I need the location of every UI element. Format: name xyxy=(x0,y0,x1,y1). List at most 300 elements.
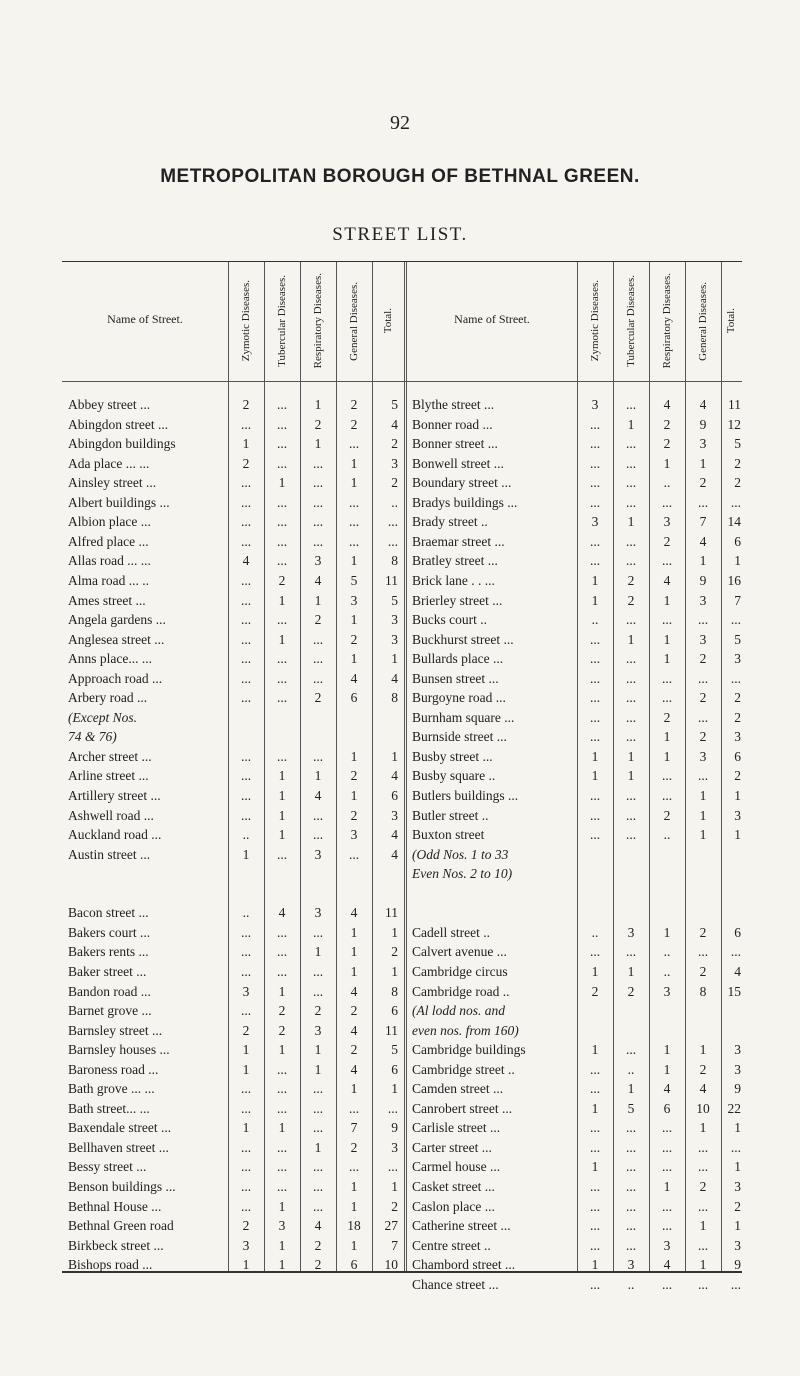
cell-respiratory: 1 xyxy=(314,436,322,452)
header-zymotic: Zymotic Diseases. xyxy=(588,280,601,362)
cell-general: ... xyxy=(697,944,709,960)
cell-general: ... xyxy=(348,436,360,452)
cell-general: 2 xyxy=(350,1003,358,1019)
cell-tubercular: 2 xyxy=(627,983,635,999)
table-row xyxy=(62,532,742,552)
street-name: Cambridge buildings xyxy=(412,1042,526,1058)
cell-zymotic: 1 xyxy=(591,1100,599,1116)
table-row xyxy=(62,473,742,493)
street-name: Burgoyne road ... xyxy=(412,690,506,706)
street-name: Calvert avenue ... xyxy=(412,944,507,960)
table-row xyxy=(62,1138,742,1158)
street-name: Allas road ... ... xyxy=(68,553,151,569)
cell-tubercular: ... xyxy=(625,1042,637,1058)
cell-tubercular: ... xyxy=(276,612,288,628)
table-row xyxy=(62,688,742,708)
header-general: General Diseases. xyxy=(696,281,709,361)
cell-total: ... xyxy=(730,1276,741,1292)
cell-total: 11 xyxy=(385,572,398,588)
cell-respiratory: 1 xyxy=(663,748,671,764)
cell-tubercular: ... xyxy=(625,612,637,628)
cell-zymotic: ... xyxy=(240,631,252,647)
cell-tubercular: 2 xyxy=(627,592,635,608)
cell-zymotic: ... xyxy=(240,690,252,706)
cell-general: ... xyxy=(348,846,360,862)
cell-zymotic: ... xyxy=(589,1061,601,1077)
street-name: Carmel house ... xyxy=(412,1159,501,1175)
cell-respiratory: ... xyxy=(312,1081,324,1097)
cell-general: 6 xyxy=(350,1257,358,1273)
cell-respiratory: 2 xyxy=(663,807,671,823)
cell-total: 3 xyxy=(734,807,741,823)
street-name: Bath street... ... xyxy=(68,1100,150,1116)
street-name: Carter street ... xyxy=(412,1139,492,1155)
table-row xyxy=(62,1118,742,1138)
cell-tubercular: 1 xyxy=(278,788,286,803)
cell-total: 2 xyxy=(734,455,741,471)
cell-respiratory: 1 xyxy=(663,455,671,471)
street-name: Braemar street ... xyxy=(412,533,505,549)
cell-respiratory: ... xyxy=(661,1218,673,1234)
cell-zymotic: ... xyxy=(589,788,601,803)
cell-general: 1 xyxy=(699,827,707,843)
cell-general: 2 xyxy=(699,475,707,491)
cell-respiratory: 4 xyxy=(663,572,671,588)
cell-zymotic: ... xyxy=(589,729,601,745)
street-name: Brady street .. xyxy=(412,514,488,530)
table-row xyxy=(62,669,742,689)
cell-tubercular: 2 xyxy=(627,572,635,588)
cell-respiratory: 3 xyxy=(663,983,671,999)
cell-tubercular: ... xyxy=(625,944,637,960)
cell-tubercular: ... xyxy=(625,475,637,491)
street-name: Chance street ... xyxy=(412,1276,499,1292)
cell-zymotic: ... xyxy=(240,1198,252,1214)
cell-general: 18 xyxy=(347,1218,361,1234)
street-name: Brick lane . . ... xyxy=(412,572,495,588)
cell-general: 3 xyxy=(699,631,707,647)
cell-respiratory: 1 xyxy=(663,924,671,940)
cell-zymotic: ... xyxy=(589,455,601,471)
cell-tubercular: ... xyxy=(625,709,637,725)
cell-tubercular: ... xyxy=(625,1218,637,1234)
cell-respiratory: .. xyxy=(663,475,671,491)
cell-general: 4 xyxy=(699,397,707,412)
cell-respiratory: ... xyxy=(312,748,324,764)
cell-zymotic: 1 xyxy=(242,436,250,452)
cell-tubercular: 3 xyxy=(278,1218,286,1234)
table-row xyxy=(62,1236,742,1256)
table-row xyxy=(62,884,742,904)
cell-zymotic: 2 xyxy=(242,1218,250,1234)
cell-respiratory: ... xyxy=(312,827,324,843)
cell-zymotic: ... xyxy=(589,827,601,843)
document-title: METROPOLITAN BOROUGH OF BETHNAL GREEN. xyxy=(160,166,640,187)
street-name: Cambridge road .. xyxy=(412,983,510,999)
table-row xyxy=(62,1021,742,1041)
cell-zymotic: ... xyxy=(589,553,601,569)
cell-general: 2 xyxy=(699,729,707,745)
cell-total: 2 xyxy=(391,944,398,960)
table-row xyxy=(62,962,742,982)
cell-total: 11 xyxy=(385,905,398,921)
cell-tubercular: ... xyxy=(276,1100,288,1116)
cell-general: 1 xyxy=(699,807,707,823)
header-name-of-street: Name of Street. xyxy=(454,312,530,326)
cell-respiratory: 3 xyxy=(314,1022,322,1038)
cell-general: ... xyxy=(697,1276,709,1292)
cell-zymotic: ... xyxy=(589,1237,601,1253)
table-row xyxy=(62,512,742,532)
street-name: Bonner street ... xyxy=(412,436,498,452)
cell-respiratory: 1 xyxy=(314,592,322,608)
cell-general: 4 xyxy=(350,905,358,921)
cell-general: 2 xyxy=(350,1042,358,1058)
cell-respiratory: 3 xyxy=(663,514,671,530)
cell-total: 2 xyxy=(734,690,741,706)
cell-tubercular: 1 xyxy=(627,1081,635,1097)
table-row xyxy=(62,493,742,513)
street-name: Carlisle street ... xyxy=(412,1120,501,1136)
cell-tubercular: 1 xyxy=(627,416,635,432)
cell-total: 6 xyxy=(734,748,741,764)
cell-total: 6 xyxy=(734,533,741,549)
cell-tubercular: ... xyxy=(625,1179,637,1194)
street-name: Albion place ... xyxy=(68,514,151,530)
cell-general: 1 xyxy=(350,1179,358,1194)
cell-general: ... xyxy=(697,1198,709,1214)
cell-total: 4 xyxy=(391,768,398,784)
cell-total: 7 xyxy=(391,1237,398,1253)
street-name: Bishops road ... xyxy=(68,1257,153,1273)
cell-general: 1 xyxy=(350,748,358,764)
table-row xyxy=(62,1216,742,1236)
cell-tubercular: 1 xyxy=(627,748,635,764)
cell-tubercular: ... xyxy=(625,553,637,569)
cell-general: 1 xyxy=(350,944,358,960)
cell-tubercular: ... xyxy=(276,670,288,686)
cell-total: ... xyxy=(387,514,398,530)
cell-total: 11 xyxy=(385,1022,398,1038)
table-row xyxy=(62,1197,742,1217)
cell-general: 1 xyxy=(350,1081,358,1097)
street-name: Chambord street ... xyxy=(412,1257,516,1273)
cell-tubercular: ... xyxy=(625,827,637,843)
cell-respiratory: 3 xyxy=(314,846,322,862)
table-row xyxy=(62,630,742,650)
cell-zymotic: ... xyxy=(589,1081,601,1097)
cell-total: ... xyxy=(387,1159,398,1175)
street-name: Bethnal House ... xyxy=(68,1198,162,1214)
cell-zymotic: ... xyxy=(240,572,252,588)
cell-zymotic: ... xyxy=(240,533,252,549)
cell-tubercular: ... xyxy=(276,963,288,979)
street-name: Austin street ... xyxy=(68,846,151,862)
street-name: Ames street ... xyxy=(68,592,146,608)
street-name: Abingdon street ... xyxy=(68,416,169,432)
cell-respiratory: ... xyxy=(312,514,324,530)
street-name: Busby street ... xyxy=(412,748,493,764)
cell-total: 3 xyxy=(391,612,398,628)
cell-tubercular: ... xyxy=(625,494,637,510)
cell-total: 2 xyxy=(391,1198,398,1214)
cell-total: ... xyxy=(730,612,741,628)
cell-tubercular: ... xyxy=(276,690,288,706)
cell-respiratory: 2 xyxy=(663,709,671,725)
cell-tubercular: ... xyxy=(625,729,637,745)
cell-zymotic: ... xyxy=(589,807,601,823)
street-name: Brierley street ... xyxy=(412,592,503,608)
cell-tubercular: ... xyxy=(276,651,288,667)
cell-respiratory: ... xyxy=(661,612,673,628)
cell-zymotic: 2 xyxy=(242,397,250,412)
cell-general: 2 xyxy=(350,397,358,412)
cell-zymotic: 1 xyxy=(591,592,599,608)
cell-respiratory: 1 xyxy=(314,944,322,960)
street-name: Canrobert street ... xyxy=(412,1100,513,1116)
street-name: Burnham square ... xyxy=(412,709,515,725)
cell-respiratory: 1 xyxy=(314,1139,322,1155)
cell-total: 1 xyxy=(734,827,741,843)
cell-zymotic: .. xyxy=(591,612,599,628)
cell-general: 1 xyxy=(350,1237,358,1253)
cell-respiratory: 1 xyxy=(663,592,671,608)
cell-total: 8 xyxy=(391,553,398,569)
table-row xyxy=(62,708,742,728)
cell-tubercular: 1 xyxy=(278,983,286,999)
cell-total: 3 xyxy=(734,651,741,667)
cell-tubercular: ... xyxy=(276,494,288,510)
street-name: Arline street ... xyxy=(68,768,149,784)
header-total: Total. xyxy=(381,308,394,334)
cell-zymotic: 1 xyxy=(591,1257,599,1273)
cell-respiratory: ... xyxy=(312,963,324,979)
cell-tubercular: 1 xyxy=(278,807,286,823)
cell-tubercular: 3 xyxy=(627,924,635,940)
cell-respiratory: 4 xyxy=(314,1218,322,1234)
cell-respiratory: 2 xyxy=(314,690,322,706)
cell-tubercular: ... xyxy=(276,455,288,471)
cell-zymotic: ... xyxy=(240,1100,252,1116)
cell-tubercular: 1 xyxy=(627,514,635,530)
cell-total: 3 xyxy=(391,631,398,647)
cell-general: ... xyxy=(348,1100,360,1116)
cell-general: 1 xyxy=(350,553,358,569)
cell-general: ... xyxy=(697,1139,709,1155)
cell-zymotic: ... xyxy=(589,475,601,491)
cell-respiratory: 2 xyxy=(314,1003,322,1019)
cell-total: 15 xyxy=(727,983,741,999)
cell-tubercular: ... xyxy=(276,1159,288,1175)
table-row xyxy=(62,434,742,454)
cell-zymotic: ... xyxy=(589,670,601,686)
cell-total: ... xyxy=(730,494,741,510)
cell-zymotic: 1 xyxy=(591,1159,599,1175)
cell-total: 16 xyxy=(727,572,741,588)
street-name: Bucks court .. xyxy=(412,612,487,628)
cell-respiratory: ... xyxy=(661,1159,673,1175)
cell-tubercular: ... xyxy=(625,1198,637,1214)
cell-respiratory: 4 xyxy=(663,1081,671,1097)
street-name: Bonwell street ... xyxy=(412,455,504,471)
cell-respiratory: 1 xyxy=(314,1042,322,1058)
cell-general: 3 xyxy=(699,748,707,764)
cell-total: 4 xyxy=(391,827,398,843)
street-name: Ada place ... ... xyxy=(68,455,150,471)
cell-tubercular: ... xyxy=(276,748,288,764)
cell-general: 1 xyxy=(350,963,358,979)
cell-zymotic: ... xyxy=(240,944,252,960)
cell-general: 5 xyxy=(350,572,358,588)
cell-general: 1 xyxy=(699,1218,707,1234)
cell-zymotic: ... xyxy=(240,807,252,823)
table-row xyxy=(62,1001,742,1021)
cell-total: 3 xyxy=(734,1237,741,1253)
cell-zymotic: ... xyxy=(589,631,601,647)
table-row xyxy=(62,551,742,571)
cell-total: 3 xyxy=(734,729,741,745)
cell-respiratory: .. xyxy=(663,827,671,843)
cell-respiratory: ... xyxy=(661,1139,673,1155)
cell-tubercular: ... xyxy=(276,416,288,432)
cell-tubercular: ... xyxy=(625,455,637,471)
cell-total: 10 xyxy=(384,1257,398,1273)
cell-total: 1 xyxy=(391,1081,398,1097)
street-name: Bandon road ... xyxy=(68,983,151,999)
cell-respiratory: ... xyxy=(312,1198,324,1214)
street-name: Burnside street ... xyxy=(412,729,507,745)
table-row xyxy=(62,1157,742,1177)
cell-general: 1 xyxy=(699,1042,707,1058)
cell-total: 3 xyxy=(391,1139,398,1155)
cell-respiratory: ... xyxy=(312,455,324,471)
cell-zymotic: ... xyxy=(240,416,252,432)
cell-zymotic: ... xyxy=(589,533,601,549)
cell-total: 1 xyxy=(734,1159,741,1175)
cell-zymotic: ... xyxy=(240,494,252,510)
cell-general: 2 xyxy=(699,690,707,706)
cell-tubercular: ... xyxy=(625,533,637,549)
cell-general: 1 xyxy=(699,553,707,569)
street-name: Anns place... ... xyxy=(68,651,152,667)
cell-general: 1 xyxy=(699,788,707,803)
cell-zymotic: ... xyxy=(589,1120,601,1136)
cell-general: 7 xyxy=(699,514,707,530)
cell-total: 1 xyxy=(391,748,398,764)
cell-zymotic: .. xyxy=(591,924,599,940)
street-name: Albert buildings ... xyxy=(68,494,170,510)
street-name: Birkbeck street ... xyxy=(68,1237,164,1253)
cell-tubercular: 2 xyxy=(278,1022,286,1038)
table-row xyxy=(62,727,742,747)
cell-zymotic: 1 xyxy=(591,768,599,784)
cell-zymotic: ... xyxy=(589,436,601,452)
cell-total: 6 xyxy=(734,924,741,940)
cell-total: 8 xyxy=(391,690,398,706)
cell-zymotic: ... xyxy=(240,1179,252,1194)
cell-total: 2 xyxy=(734,475,741,491)
street-note: (Al lodd nos. and xyxy=(412,1003,505,1019)
cell-respiratory: 1 xyxy=(314,397,322,412)
street-name: Bullards place ... xyxy=(412,651,504,667)
cell-total: ... xyxy=(730,1139,741,1155)
cell-tubercular: 5 xyxy=(627,1100,635,1116)
cell-tubercular: ... xyxy=(276,436,288,452)
cell-zymotic: ... xyxy=(589,1139,601,1155)
cell-total: 27 xyxy=(384,1218,398,1234)
cell-total: 2 xyxy=(734,709,741,725)
cell-respiratory: ... xyxy=(661,1276,673,1292)
cell-general: 3 xyxy=(699,436,707,452)
cell-total: 6 xyxy=(391,1061,398,1077)
street-name: Cadell street .. xyxy=(412,924,490,940)
cell-general: 1 xyxy=(350,924,358,940)
cell-total: .. xyxy=(391,494,398,510)
cell-respiratory: 3 xyxy=(314,905,322,921)
cell-tubercular: 2 xyxy=(278,1003,286,1019)
street-note: even nos. from 160) xyxy=(412,1022,519,1038)
street-name: Ashwell road ... xyxy=(68,807,154,823)
cell-zymotic: ... xyxy=(240,670,252,686)
cell-general: ... xyxy=(697,1237,709,1253)
street-name: Boundary street ... xyxy=(412,475,512,491)
cell-respiratory: 4 xyxy=(663,397,671,412)
street-note: (Odd Nos. 1 to 33 xyxy=(412,846,509,862)
cell-respiratory: ... xyxy=(312,494,324,510)
cell-general: 2 xyxy=(350,416,358,432)
street-name: Bonner road ... xyxy=(412,416,493,432)
table-row xyxy=(62,1099,742,1119)
cell-zymotic: 1 xyxy=(242,1120,250,1136)
street-name: Butler street .. xyxy=(412,807,489,823)
cell-tubercular: 1 xyxy=(278,1198,286,1214)
cell-zymotic: 3 xyxy=(591,397,599,412)
header-rule xyxy=(62,381,742,382)
street-name: Buxton street xyxy=(412,827,485,843)
cell-general: 3 xyxy=(350,592,358,608)
cell-tubercular: 2 xyxy=(278,572,286,588)
cell-zymotic: 1 xyxy=(242,1061,250,1077)
cell-tubercular: 1 xyxy=(278,631,286,647)
cell-total: 4 xyxy=(391,846,398,862)
cell-total: 3 xyxy=(391,455,398,471)
street-name: Centre street .. xyxy=(412,1237,491,1253)
cell-general: 1 xyxy=(350,788,358,803)
cell-tubercular: 3 xyxy=(627,1257,635,1273)
cell-respiratory: 4 xyxy=(314,788,322,803)
street-name: Bakers court ... xyxy=(68,924,151,940)
street-name: Baker street ... xyxy=(68,963,147,979)
cell-zymotic: ... xyxy=(240,1159,252,1175)
cell-general: 9 xyxy=(699,572,707,588)
cell-tubercular: 1 xyxy=(278,1257,286,1273)
street-name: Barnsley houses ... xyxy=(68,1042,170,1058)
cell-respiratory: ... xyxy=(312,1159,324,1175)
cell-respiratory: ... xyxy=(312,533,324,549)
cell-tubercular: ... xyxy=(276,1081,288,1097)
cell-general: ... xyxy=(348,1159,360,1175)
cell-total: 1 xyxy=(391,963,398,979)
cell-general: 4 xyxy=(350,1061,358,1077)
header-total: Total. xyxy=(725,308,737,334)
cell-tubercular: ... xyxy=(625,1159,637,1175)
street-name: Angela gardens ... xyxy=(68,612,166,628)
street-name: Bratley street ... xyxy=(412,553,498,569)
cell-zymotic: ... xyxy=(240,768,252,784)
cell-tubercular: 1 xyxy=(278,1237,286,1253)
cell-tubercular: 1 xyxy=(278,475,286,491)
cell-respiratory: ... xyxy=(661,1198,673,1214)
